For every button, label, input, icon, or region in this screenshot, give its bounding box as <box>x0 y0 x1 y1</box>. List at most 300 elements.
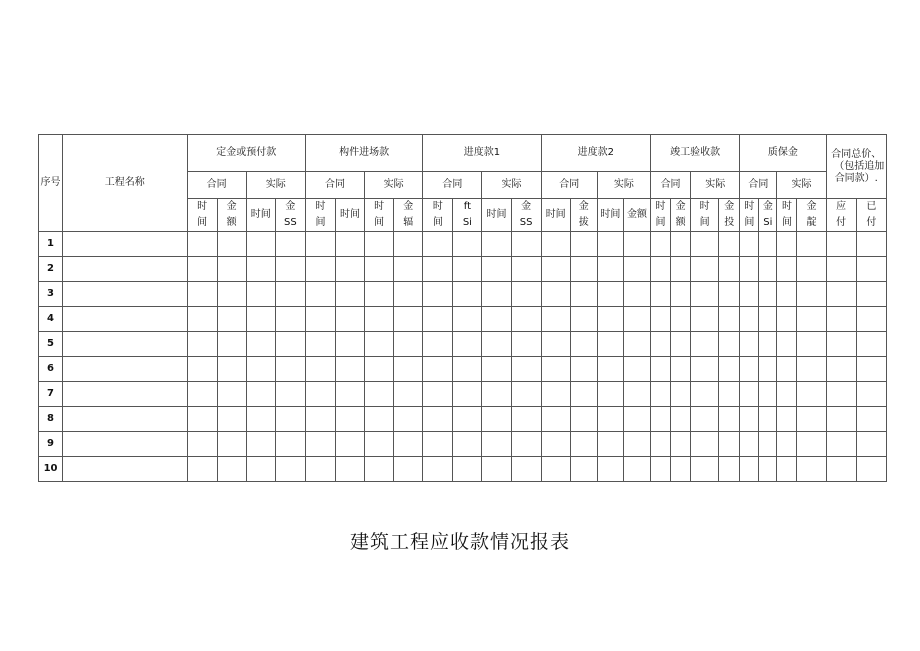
table-cell[interactable] <box>826 407 856 432</box>
table-cell[interactable] <box>826 257 856 282</box>
table-cell[interactable] <box>719 307 740 332</box>
table-cell[interactable] <box>777 282 797 307</box>
table-cell[interactable] <box>777 457 797 482</box>
table-cell[interactable] <box>671 282 691 307</box>
table-cell[interactable] <box>570 307 597 332</box>
table-cell[interactable] <box>777 232 797 257</box>
table-cell[interactable] <box>691 457 719 482</box>
table-cell[interactable] <box>691 382 719 407</box>
table-cell[interactable] <box>826 432 856 457</box>
table-cell[interactable] <box>597 282 623 307</box>
table-cell[interactable] <box>511 282 541 307</box>
table-cell[interactable] <box>797 407 826 432</box>
table-cell[interactable] <box>335 457 364 482</box>
table-cell[interactable] <box>856 332 886 357</box>
table-cell[interactable] <box>511 382 541 407</box>
table-cell[interactable] <box>246 332 275 357</box>
table-cell[interactable] <box>365 307 394 332</box>
table-cell[interactable] <box>394 357 423 382</box>
header-field-text: 金 <box>675 201 686 212</box>
table-cell[interactable] <box>423 332 453 357</box>
table-cell[interactable] <box>275 357 305 382</box>
table-cell[interactable] <box>740 457 759 482</box>
header-field-text: 间 <box>374 217 385 228</box>
table-cell[interactable] <box>671 332 691 357</box>
table-cell[interactable] <box>335 332 364 357</box>
table-cell[interactable] <box>453 307 482 332</box>
table-cell[interactable] <box>482 307 511 332</box>
table-cell[interactable] <box>740 257 759 282</box>
table-cell[interactable] <box>597 357 623 382</box>
table-cell[interactable] <box>187 407 217 432</box>
table-cell[interactable] <box>63 382 187 407</box>
table-cell[interactable] <box>759 257 777 282</box>
table-cell[interactable] <box>394 282 423 307</box>
table-cell[interactable] <box>246 432 275 457</box>
table-cell[interactable] <box>365 257 394 282</box>
table-cell[interactable] <box>217 257 246 282</box>
table-cell[interactable] <box>482 382 511 407</box>
table-cell[interactable] <box>187 357 217 382</box>
table-cell[interactable] <box>335 357 364 382</box>
table-cell[interactable] <box>394 307 423 332</box>
header-field-text: 时间 <box>340 209 361 220</box>
table-cell[interactable] <box>275 282 305 307</box>
table-cell[interactable] <box>570 407 597 432</box>
table-cell[interactable] <box>623 357 650 382</box>
table-cell[interactable] <box>246 257 275 282</box>
table-cell[interactable] <box>671 232 691 257</box>
table-cell[interactable] <box>423 232 453 257</box>
table-cell[interactable] <box>623 332 650 357</box>
table-cell[interactable] <box>623 307 650 332</box>
table-cell[interactable] <box>856 382 886 407</box>
table-cell[interactable] <box>623 432 650 457</box>
table-cell[interactable] <box>777 332 797 357</box>
table-cell[interactable] <box>217 432 246 457</box>
header-field-text: 间 <box>655 217 666 228</box>
table-cell[interactable] <box>305 357 335 382</box>
header-project-name: 工程名称 <box>63 135 187 232</box>
header-contract-total <box>826 135 886 199</box>
table-cell[interactable] <box>423 457 453 482</box>
table-cell[interactable] <box>246 407 275 432</box>
table-cell[interactable] <box>275 232 305 257</box>
table-cell[interactable] <box>305 282 335 307</box>
table-cell[interactable] <box>777 307 797 332</box>
table-cell[interactable] <box>623 282 650 307</box>
table-cell[interactable] <box>187 257 217 282</box>
table-cell[interactable] <box>671 382 691 407</box>
table-cell[interactable] <box>671 257 691 282</box>
table-cell[interactable] <box>541 457 570 482</box>
header-field-text: 间 <box>781 217 792 228</box>
table-cell[interactable] <box>597 432 623 457</box>
table-cell[interactable] <box>691 407 719 432</box>
table-cell[interactable] <box>482 432 511 457</box>
table-cell[interactable] <box>597 307 623 332</box>
table-cell[interactable] <box>423 432 453 457</box>
table-cell[interactable] <box>63 282 187 307</box>
row-number: 10 <box>39 457 63 482</box>
table-cell[interactable] <box>217 407 246 432</box>
table-cell[interactable] <box>511 257 541 282</box>
table-cell[interactable] <box>335 282 364 307</box>
table-cell[interactable] <box>740 382 759 407</box>
table-cell[interactable] <box>275 332 305 357</box>
table-cell[interactable] <box>797 307 826 332</box>
table-cell[interactable] <box>541 307 570 332</box>
table-cell[interactable] <box>511 232 541 257</box>
table-cell[interactable] <box>541 382 570 407</box>
table-cell[interactable] <box>856 282 886 307</box>
table-cell[interactable] <box>187 432 217 457</box>
table-cell[interactable] <box>623 407 650 432</box>
table-cell[interactable] <box>187 232 217 257</box>
table-cell[interactable] <box>651 282 671 307</box>
table-cell[interactable] <box>541 232 570 257</box>
table-cell[interactable] <box>759 357 777 382</box>
table-cell[interactable] <box>275 457 305 482</box>
table-cell[interactable] <box>365 282 394 307</box>
table-cell[interactable] <box>777 257 797 282</box>
table-cell[interactable] <box>740 282 759 307</box>
table-cell[interactable] <box>63 357 187 382</box>
header-contract: 合同 <box>651 172 691 199</box>
table-cell[interactable] <box>826 357 856 382</box>
table-cell[interactable] <box>651 407 671 432</box>
table-cell[interactable] <box>453 332 482 357</box>
table-cell[interactable] <box>453 257 482 282</box>
contract-total-line: 合同总价、 <box>831 148 882 160</box>
table-cell[interactable] <box>623 457 650 482</box>
header-field <box>335 199 364 232</box>
table-cell[interactable] <box>335 432 364 457</box>
table-cell[interactable] <box>453 457 482 482</box>
header-field-text: 金 <box>521 201 532 212</box>
table-cell[interactable] <box>691 307 719 332</box>
table-cell[interactable] <box>597 382 623 407</box>
table-cell[interactable] <box>275 407 305 432</box>
table-cell[interactable] <box>826 232 856 257</box>
table-cell[interactable] <box>623 257 650 282</box>
table-cell[interactable] <box>671 357 691 382</box>
table-cell[interactable] <box>246 282 275 307</box>
table-cell[interactable] <box>826 307 856 332</box>
table-cell[interactable] <box>719 232 740 257</box>
table-cell[interactable] <box>719 457 740 482</box>
table-cell[interactable] <box>740 432 759 457</box>
table-cell[interactable] <box>305 432 335 457</box>
table-cell[interactable] <box>187 457 217 482</box>
table-cell[interactable] <box>305 407 335 432</box>
table-cell[interactable] <box>246 457 275 482</box>
table-cell[interactable] <box>217 307 246 332</box>
table-cell[interactable] <box>187 282 217 307</box>
table-cell[interactable] <box>856 457 886 482</box>
table-cell[interactable] <box>719 382 740 407</box>
table-cell[interactable] <box>453 382 482 407</box>
table-cell[interactable] <box>691 332 719 357</box>
table-cell[interactable] <box>651 257 671 282</box>
table-cell[interactable] <box>759 457 777 482</box>
table-cell[interactable] <box>740 407 759 432</box>
table-cell[interactable] <box>217 457 246 482</box>
table-cell[interactable] <box>671 407 691 432</box>
table-cell[interactable] <box>335 232 364 257</box>
table-cell[interactable] <box>777 432 797 457</box>
table-cell[interactable] <box>570 232 597 257</box>
table-cell[interactable] <box>365 332 394 357</box>
table-cell[interactable] <box>246 382 275 407</box>
table-cell[interactable] <box>777 357 797 382</box>
table-cell[interactable] <box>759 332 777 357</box>
table-cell[interactable] <box>570 357 597 382</box>
table-cell[interactable] <box>719 332 740 357</box>
table-cell[interactable] <box>63 457 187 482</box>
table-cell[interactable] <box>305 307 335 332</box>
table-cell[interactable] <box>63 232 187 257</box>
table-cell[interactable] <box>482 282 511 307</box>
table-cell[interactable] <box>691 232 719 257</box>
table-cell[interactable] <box>691 432 719 457</box>
table-cell[interactable] <box>511 457 541 482</box>
table-cell[interactable] <box>651 457 671 482</box>
table-cell[interactable] <box>482 332 511 357</box>
table-cell[interactable] <box>691 282 719 307</box>
table-cell[interactable] <box>394 232 423 257</box>
table-cell[interactable] <box>394 382 423 407</box>
table-cell[interactable] <box>423 357 453 382</box>
table-cell[interactable] <box>335 382 364 407</box>
table-cell[interactable] <box>482 457 511 482</box>
table-cell[interactable] <box>797 457 826 482</box>
table-cell[interactable] <box>365 407 394 432</box>
table-cell[interactable] <box>671 432 691 457</box>
table-cell[interactable] <box>797 257 826 282</box>
table-cell[interactable] <box>541 357 570 382</box>
table-cell[interactable] <box>797 332 826 357</box>
table-cell[interactable] <box>187 332 217 357</box>
table-cell[interactable] <box>719 432 740 457</box>
table-cell[interactable] <box>740 232 759 257</box>
table-cell[interactable] <box>759 382 777 407</box>
table-cell[interactable] <box>777 407 797 432</box>
header-field <box>511 199 541 232</box>
header-field <box>423 199 453 232</box>
table-cell[interactable] <box>597 332 623 357</box>
table-cell[interactable] <box>482 407 511 432</box>
table-cell[interactable] <box>482 232 511 257</box>
header-field-text: 时 <box>655 201 666 212</box>
header-actual: 实际 <box>597 172 650 199</box>
table-cell[interactable] <box>275 307 305 332</box>
table-cell[interactable] <box>511 432 541 457</box>
table-cell[interactable] <box>305 257 335 282</box>
table-cell[interactable] <box>246 307 275 332</box>
header-field-text: 额 <box>675 217 686 228</box>
header-field-text: 时间 <box>250 209 271 220</box>
table-cell[interactable] <box>597 407 623 432</box>
table-cell[interactable] <box>275 382 305 407</box>
table-cell[interactable] <box>597 257 623 282</box>
table-cell[interactable] <box>423 282 453 307</box>
table-cell[interactable] <box>453 432 482 457</box>
header-field-text: 应 <box>836 201 847 212</box>
table-cell[interactable] <box>570 282 597 307</box>
table-cell[interactable] <box>651 307 671 332</box>
table-cell[interactable] <box>826 457 856 482</box>
table-cell[interactable] <box>740 357 759 382</box>
table-cell[interactable] <box>719 407 740 432</box>
header-field <box>541 199 570 232</box>
table-cell[interactable] <box>335 407 364 432</box>
header-field <box>797 199 826 232</box>
table-cell[interactable] <box>394 407 423 432</box>
table-cell[interactable] <box>797 432 826 457</box>
table-cell[interactable] <box>541 407 570 432</box>
table-cell[interactable] <box>365 357 394 382</box>
table-cell[interactable] <box>187 382 217 407</box>
table-cell[interactable] <box>453 357 482 382</box>
table-cell[interactable] <box>719 282 740 307</box>
table-cell[interactable] <box>423 307 453 332</box>
table-cell[interactable] <box>217 232 246 257</box>
table-cell[interactable] <box>305 457 335 482</box>
table-cell[interactable] <box>63 432 187 457</box>
header-contract: 合同 <box>740 172 777 199</box>
table-cell[interactable] <box>759 232 777 257</box>
table-cell[interactable] <box>511 407 541 432</box>
table-cell[interactable] <box>797 357 826 382</box>
table-cell[interactable] <box>217 357 246 382</box>
table-cell[interactable] <box>482 257 511 282</box>
table-cell[interactable] <box>511 307 541 332</box>
header-field-text: 付 <box>866 217 877 228</box>
table-cell[interactable] <box>63 332 187 357</box>
header-field <box>826 199 856 232</box>
table-cell[interactable] <box>305 382 335 407</box>
table-cell[interactable] <box>217 382 246 407</box>
table-cell[interactable] <box>423 407 453 432</box>
table-cell[interactable] <box>623 382 650 407</box>
table-cell[interactable] <box>541 282 570 307</box>
table-cell[interactable] <box>511 332 541 357</box>
table-cell[interactable] <box>719 257 740 282</box>
table-cell[interactable] <box>365 457 394 482</box>
header-field-text: 已 <box>866 201 877 212</box>
table-cell[interactable] <box>423 382 453 407</box>
table-cell[interactable] <box>759 407 777 432</box>
table-cell[interactable] <box>691 357 719 382</box>
table-cell[interactable] <box>856 407 886 432</box>
table-cell[interactable] <box>856 307 886 332</box>
table-cell[interactable] <box>305 332 335 357</box>
table-cell[interactable] <box>797 232 826 257</box>
table-cell[interactable] <box>651 432 671 457</box>
table-cell[interactable] <box>570 382 597 407</box>
table-cell[interactable] <box>797 382 826 407</box>
table-cell[interactable] <box>335 257 364 282</box>
table-cell[interactable] <box>691 257 719 282</box>
table-cell[interactable] <box>63 307 187 332</box>
table-cell[interactable] <box>759 282 777 307</box>
table-cell[interactable] <box>856 257 886 282</box>
table-cell[interactable] <box>217 332 246 357</box>
table-cell[interactable] <box>671 457 691 482</box>
table-cell[interactable] <box>826 332 856 357</box>
table-cell[interactable] <box>63 407 187 432</box>
table-cell[interactable] <box>777 382 797 407</box>
table-cell[interactable] <box>740 307 759 332</box>
table-cell[interactable] <box>651 382 671 407</box>
header-field <box>187 199 217 232</box>
table-cell[interactable] <box>187 307 217 332</box>
table-cell[interactable] <box>453 232 482 257</box>
table-cell[interactable] <box>335 307 364 332</box>
table-cell[interactable] <box>826 282 856 307</box>
table-cell[interactable] <box>623 232 650 257</box>
table-cell[interactable] <box>511 357 541 382</box>
table-cell[interactable] <box>275 257 305 282</box>
table-cell[interactable] <box>797 282 826 307</box>
table-cell[interactable] <box>365 232 394 257</box>
header-field-text: 时 <box>374 201 385 212</box>
table-cell[interactable] <box>651 357 671 382</box>
table-cell[interactable] <box>671 307 691 332</box>
table-cell[interactable] <box>759 432 777 457</box>
table-cell[interactable] <box>856 357 886 382</box>
table-cell[interactable] <box>541 432 570 457</box>
table-cell[interactable] <box>275 432 305 457</box>
table-cell[interactable] <box>759 307 777 332</box>
table-cell[interactable] <box>856 432 886 457</box>
table-cell[interactable] <box>423 257 453 282</box>
table-cell[interactable] <box>570 257 597 282</box>
table-cell[interactable] <box>597 232 623 257</box>
table-cell[interactable] <box>651 332 671 357</box>
table-cell[interactable] <box>365 382 394 407</box>
header-contract: 合同 <box>423 172 482 199</box>
table-cell[interactable] <box>305 232 335 257</box>
table-cell[interactable] <box>394 432 423 457</box>
table-cell[interactable] <box>453 407 482 432</box>
table-cell[interactable] <box>740 332 759 357</box>
table-cell[interactable] <box>826 382 856 407</box>
table-cell[interactable] <box>570 457 597 482</box>
table-cell[interactable] <box>541 257 570 282</box>
table-cell[interactable] <box>651 232 671 257</box>
table-cell[interactable] <box>246 232 275 257</box>
table-row <box>39 332 887 357</box>
table-cell[interactable] <box>246 357 275 382</box>
row-number: 2 <box>39 257 63 282</box>
table-cell[interactable] <box>453 282 482 307</box>
table-cell[interactable] <box>541 332 570 357</box>
table-cell[interactable] <box>394 457 423 482</box>
table-cell[interactable] <box>570 332 597 357</box>
table-cell[interactable] <box>719 357 740 382</box>
table-cell[interactable] <box>597 457 623 482</box>
table-cell[interactable] <box>856 232 886 257</box>
table-cell[interactable] <box>365 432 394 457</box>
table-cell[interactable] <box>482 357 511 382</box>
table-cell[interactable] <box>217 282 246 307</box>
table-cell[interactable] <box>63 257 187 282</box>
table-cell[interactable] <box>394 332 423 357</box>
table-cell[interactable] <box>570 432 597 457</box>
table-cell[interactable] <box>394 257 423 282</box>
